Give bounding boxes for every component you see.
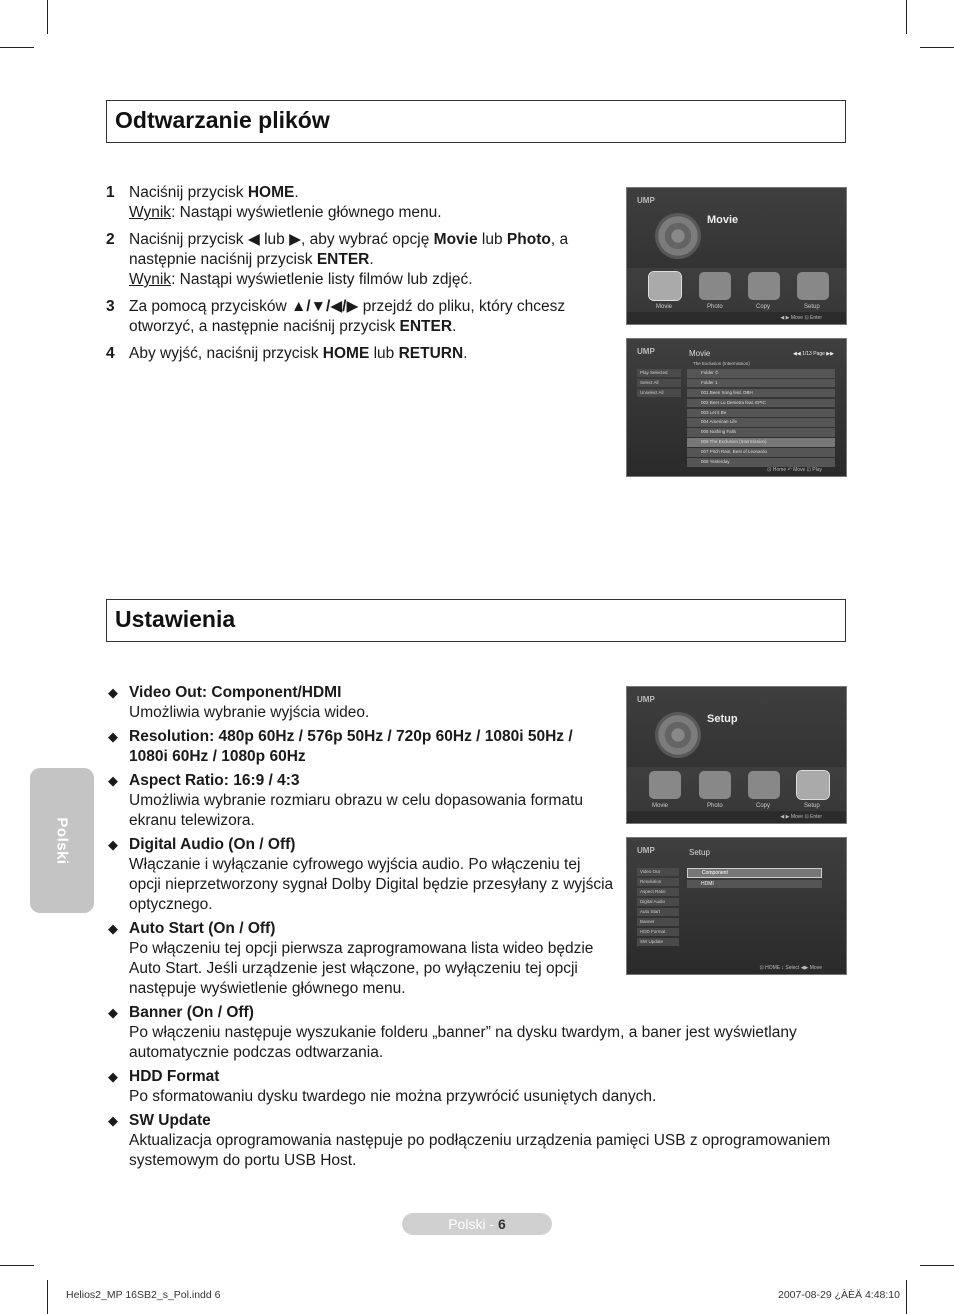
setting-desc: Umożliwia wybranie wyjścia wideo. — [129, 704, 370, 721]
setting-desc: Po włączeniu następuje wyszukanie folderu „banner” na dysku twardym, a baner jest wyświetlany automatycznie podczas odtwarzania. — [129, 1024, 797, 1061]
step-text: Naciśnij przycisk — [129, 184, 248, 201]
step-text: . — [452, 318, 457, 335]
crop-mark — [920, 1265, 954, 1266]
setup-icon — [797, 771, 829, 799]
setting-title: Video Out: Component/HDMI — [129, 684, 342, 701]
step-bold: Photo — [506, 231, 551, 248]
ump-logo: UMP — [637, 695, 655, 704]
step-text: Aby wyjść, naciśnij przycisk — [129, 345, 323, 362]
step-3 — [106, 297, 616, 337]
setting-item — [106, 1111, 846, 1171]
result-label: Wynik — [129, 271, 172, 288]
icon-label: Setup — [804, 304, 820, 310]
step-bold: RETURN — [398, 345, 464, 362]
section-header-settings — [106, 599, 846, 642]
step-text: . — [369, 251, 374, 268]
setting-item — [106, 919, 614, 999]
page-label: Polski - — [448, 1216, 498, 1232]
screen-hint: ◀ ▶ Move ⊡ Enter — [780, 315, 822, 321]
setting-title: Resolution: 480p 60Hz / 576p 50Hz / 720p 60Hz / 1080i 50Hz / 1080i 60Hz / 1080p 60Hz — [129, 728, 573, 765]
diamond-icon: ◆ — [108, 729, 118, 744]
setting-desc: Po włączeniu tej opcji pierwsza zaprogramowana lista wideo będzie Auto Start. Jeśli urządzenie jest włączone, po wyłączeniu tej opcji następuje wyświetlenie głównego menu. — [129, 940, 594, 997]
setting-desc: Po sformatowaniu dysku twardego nie można przywrócić usuniętych danych. — [129, 1088, 657, 1105]
steps-list — [106, 183, 616, 371]
crop-mark — [0, 47, 34, 48]
setting-title: Aspect Ratio: 16:9 / 4:3 — [129, 772, 300, 789]
file-row: 004 American Life — [687, 418, 835, 427]
result-label: Wynik — [129, 204, 172, 221]
diamond-icon: ◆ — [108, 773, 118, 788]
option-item: HDMI — [687, 880, 822, 888]
crop-mark — [47, 1280, 48, 1314]
menu-item: Banner — [637, 918, 679, 926]
setting-desc: Umożliwia wybranie rozmiaru obrazu w celu dopasowania formatu ekranu telewizora. — [129, 792, 584, 829]
file-row: 001 Been Song feat. DBH — [687, 389, 835, 398]
diamond-icon: ◆ — [108, 685, 118, 700]
screen-title: Movie — [707, 214, 739, 226]
step-bold: Movie — [433, 231, 478, 248]
step-text: . — [463, 345, 468, 362]
side-tab-label: Polski — [53, 816, 71, 865]
setting-title: Banner (On / Off) — [129, 1004, 254, 1021]
step-text: Naciśnij przycisk ◀ lub ▶, aby wybrać opcję — [129, 231, 434, 248]
setting-desc: Aktualizacja oprogramowania następuje po podłączeniu urządzenia pamięci USB z oprogramowaniem systemowym do portu USB Host. — [129, 1132, 831, 1169]
step-2 — [106, 230, 616, 290]
icon-label: Copy — [756, 304, 771, 310]
language-side-tab — [30, 768, 94, 913]
file-row: 007 Pitch Rain, Best of Leonardo — [687, 448, 835, 457]
file-row: 006 The Exclusion (Intermission) — [687, 438, 835, 447]
setting-item — [106, 771, 614, 831]
option-item: Component — [687, 868, 822, 878]
crop-mark — [906, 1280, 907, 1314]
crop-mark — [920, 47, 954, 48]
menu-item: Digital Audio — [637, 898, 679, 906]
file-row: 008 Yesterday — [687, 458, 835, 467]
icon-label: Movie — [656, 304, 673, 310]
menu-item: Video Out — [637, 868, 679, 876]
setup-options — [687, 868, 822, 890]
menu-item: Select All — [637, 379, 681, 387]
screenshot-home-movie — [626, 187, 847, 325]
step-text: . — [294, 184, 299, 201]
screenshot-home-setup — [626, 686, 847, 824]
screen-title: Setup — [689, 848, 710, 857]
menu-item: Play Selected — [637, 369, 681, 377]
step-text: przejdź do pliku, który chcesz otworzyć, a następnie naciśnij przycisk — [129, 298, 566, 335]
file-row: 002 Beer Lo Demetra feat. EPIC — [687, 399, 835, 408]
diamond-icon: ◆ — [108, 921, 118, 936]
menu-item: HDD Format — [637, 928, 679, 936]
icon-label: Movie — [652, 803, 669, 809]
setting-title: HDD Format — [129, 1068, 220, 1085]
print-footer-left: Helios2_MP 16SB2_s_Pol.indd 6 — [66, 1289, 221, 1301]
menu-item: Auto Start — [637, 908, 679, 916]
menu-item: Aspect Ratio — [637, 888, 679, 896]
page-num: 6 — [498, 1216, 506, 1232]
setting-title: Auto Start (On / Off) — [129, 920, 276, 937]
file-rows — [687, 369, 835, 468]
step-bold: HOME — [322, 345, 370, 362]
icon-label: Photo — [707, 304, 723, 310]
screen-hint: ◀ ▶ Move ⊡ Enter — [780, 814, 822, 820]
movie-icon — [649, 272, 681, 300]
file-row: 003 Let it Be — [687, 409, 835, 418]
print-footer-right: 2007-08-29 ¿ÀÈÄ 4:48:10 — [777, 1289, 900, 1301]
menu-item: SW Update — [637, 938, 679, 946]
screen-title: Setup — [707, 713, 738, 725]
step-bold: ▲/▼/◀/▶ — [290, 298, 359, 315]
crop-mark — [47, 0, 48, 34]
step-bold: ENTER — [399, 318, 453, 335]
screenshot-movie-list — [626, 338, 847, 477]
page-indicator: ◀◀ 1/13 Page ▶▶ — [793, 351, 834, 357]
crop-mark — [906, 0, 907, 34]
step-number: 3 — [106, 298, 115, 315]
file-row: 005 Nothing Falls — [687, 428, 835, 437]
screen-hint: ⊡ HOME ↕ Select ◀▶ Move — [759, 965, 822, 971]
film-reel-icon — [655, 213, 701, 259]
screen-title: Movie — [689, 349, 711, 358]
step-text: lub — [369, 345, 399, 362]
step-number: 4 — [106, 345, 115, 362]
setting-item — [106, 1003, 846, 1063]
step-number: 2 — [106, 231, 115, 248]
diamond-icon: ◆ — [108, 837, 118, 852]
photo-icon — [699, 272, 731, 300]
setting-item — [106, 1067, 846, 1107]
icon-label: Setup — [804, 803, 820, 809]
ump-logo: UMP — [637, 347, 655, 356]
movie-icon — [649, 771, 681, 799]
section-header-playback — [106, 100, 846, 143]
copy-icon — [748, 272, 780, 300]
section-title: Odtwarzanie plików — [115, 107, 330, 133]
step-1 — [106, 183, 616, 223]
screen-hint: ⊡ Home ↶ Move ⊡ Play — [767, 467, 822, 473]
diamond-icon: ◆ — [108, 1113, 118, 1128]
setting-item — [106, 727, 614, 767]
result-text: : Nastąpi wyświetlenie listy filmów lub zdjęć. — [171, 271, 473, 288]
icon-label: Photo — [707, 803, 723, 809]
menu-item: Unselect All — [637, 389, 681, 397]
setup-icon — [797, 272, 829, 300]
ump-logo: UMP — [637, 196, 655, 205]
step-bold: HOME — [247, 184, 295, 201]
crop-mark — [0, 1265, 34, 1266]
icon-label: Copy — [756, 803, 771, 809]
step-number: 1 — [106, 184, 115, 201]
step-text: Za pomocą przycisków — [129, 298, 291, 315]
step-text: , a następnie naciśnij przycisk — [129, 231, 569, 268]
screenshot-setup-menu — [626, 837, 847, 975]
setting-title: SW Update — [129, 1112, 211, 1129]
setting-item — [106, 835, 614, 915]
result-text: : Nastąpi wyświetlenie głównego menu. — [171, 204, 442, 221]
file-row: Folder © — [687, 369, 835, 378]
ump-logo: UMP — [637, 846, 655, 855]
setting-desc: Włączanie i wyłączanie cyfrowego wyjścia audio. Po włączeniu tej opcji nieprzetworzony sygnał Dolby Digital będzie przesyłany z wyjścia optycznego. — [129, 856, 614, 913]
setting-item — [106, 683, 614, 723]
diamond-icon: ◆ — [108, 1069, 118, 1084]
copy-icon — [748, 771, 780, 799]
file-row: Folder 1 — [687, 379, 835, 388]
path-text: The Exclusion (Intermission) — [693, 361, 750, 366]
movie-menu — [637, 369, 681, 399]
gear-icon — [655, 712, 701, 758]
setting-title: Digital Audio (On / Off) — [129, 836, 296, 853]
step-text: lub — [477, 231, 507, 248]
menu-item: Resolution — [637, 878, 679, 886]
step-4 — [106, 344, 616, 364]
step-bold: ENTER — [316, 251, 370, 268]
diamond-icon: ◆ — [108, 1005, 118, 1020]
setup-menu — [637, 868, 679, 948]
photo-icon — [699, 771, 731, 799]
section-title: Ustawienia — [115, 606, 236, 632]
page-number — [402, 1213, 552, 1235]
